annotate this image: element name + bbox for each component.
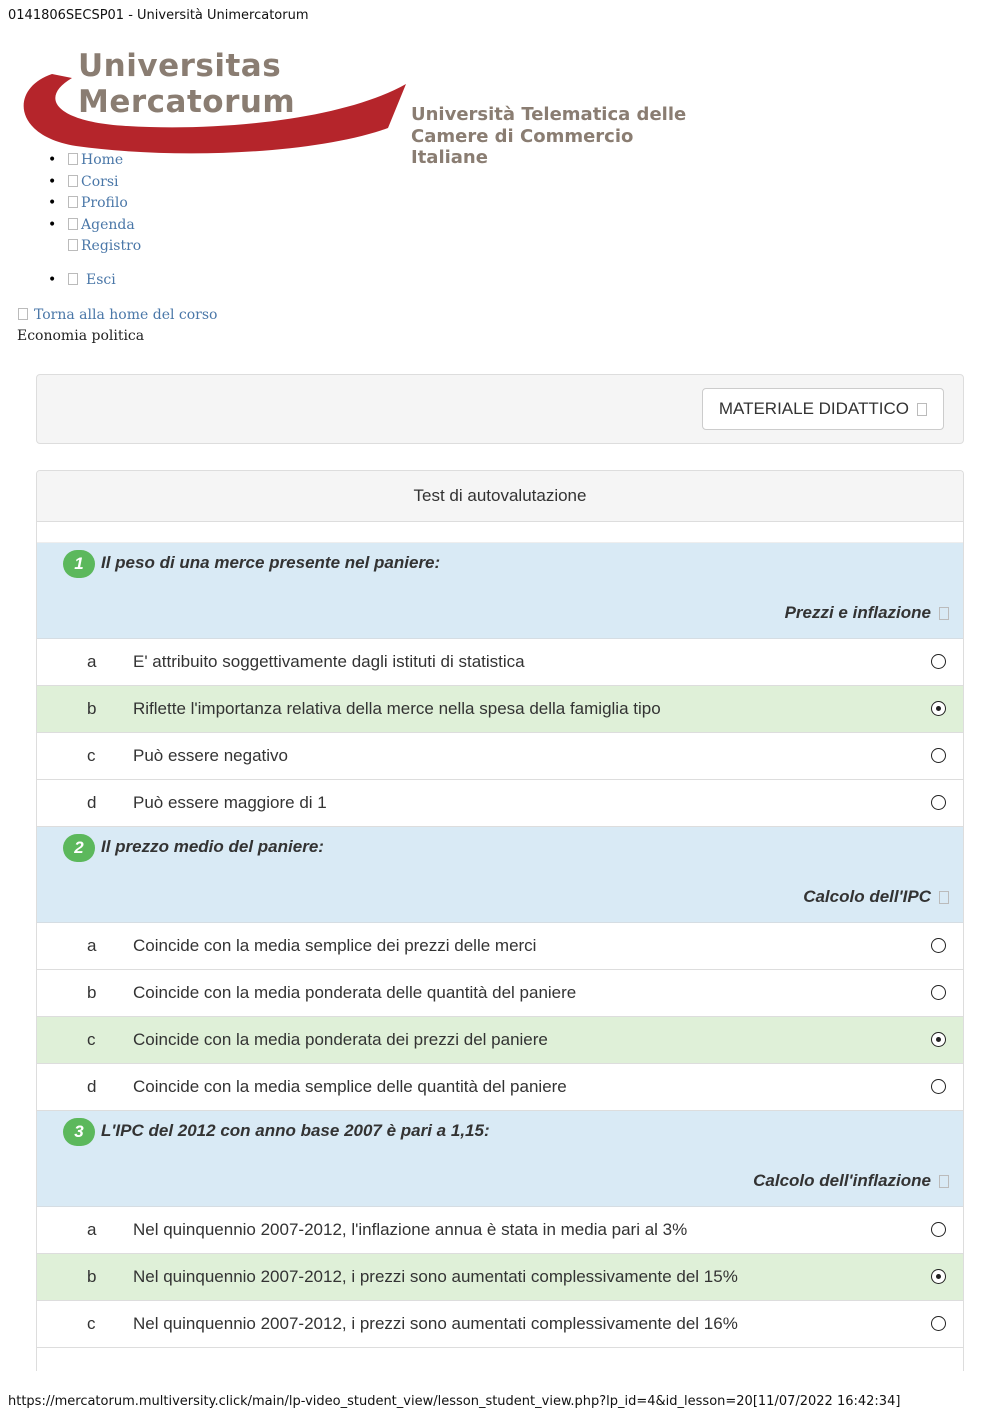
answer-radio[interactable] <box>931 1316 946 1331</box>
answer-row[interactable] <box>37 780 963 827</box>
topic-label: Prezzi e inflazione <box>784 603 931 622</box>
answer-letter: c <box>87 1030 96 1049</box>
answer-text: Può essere negativo <box>133 746 288 765</box>
material-button-label: MATERIALE DIDATTICO <box>718 399 909 418</box>
answer-letter: b <box>87 699 97 718</box>
arrow-left-icon <box>18 308 28 320</box>
answer-radio[interactable] <box>931 1032 946 1047</box>
course-name: Economia politica <box>17 328 145 344</box>
answer-letter: c <box>87 746 96 765</box>
answer-row[interactable] <box>37 1017 963 1064</box>
answer-text: Nel quinquennio 2007-2012, i prezzi sono aumentati complessivamente del 15% <box>133 1267 738 1286</box>
print-footer-url: https://mercatorum.multiversity.click/main/lp-video_student_view/lesson_student_view.php?lp_id=4&id_lesson=20[11/07/2022 16:42:34] <box>8 1394 901 1409</box>
answer-letter: d <box>87 1077 97 1096</box>
topic-label: Calcolo dell'IPC <box>803 887 931 906</box>
logo-line-2: Mercatorum <box>78 84 296 120</box>
answer-row[interactable] <box>37 1301 963 1348</box>
logout-icon <box>68 273 78 285</box>
topic-link-icon <box>939 1175 949 1188</box>
answer-letter: c <box>87 1314 96 1333</box>
material-didattico-button[interactable] <box>702 388 944 430</box>
nav-link-profilo[interactable]: Profilo <box>81 195 128 211</box>
question-3 <box>37 1111 963 1207</box>
register-icon <box>68 239 78 251</box>
answer-text: Può essere maggiore di 1 <box>133 793 327 812</box>
nav-link-registro[interactable]: Registro <box>81 238 142 254</box>
nav-item-esci[interactable]: • Esci <box>48 272 116 288</box>
nav-link-esci[interactable]: Esci <box>86 272 116 288</box>
nav-link-corsi[interactable]: Corsi <box>81 174 119 190</box>
answer-row[interactable] <box>37 1064 963 1111</box>
answer-text: Coincide con la media semplice dei prezzi delle merci <box>133 936 537 955</box>
test-panel <box>36 470 964 1371</box>
home-icon <box>68 153 78 165</box>
nav-link-home[interactable]: Home <box>81 152 124 168</box>
logo-line-1: Universitas <box>78 48 282 84</box>
answer-letter: b <box>87 983 97 1002</box>
question-topic[interactable] <box>753 1171 949 1191</box>
test-spacer <box>37 522 963 543</box>
print-header: 0141806SECSP01 - Università Unimercatorum <box>8 8 309 23</box>
answer-row[interactable] <box>37 923 963 970</box>
question-text: Il peso di una merce presente nel paniere: <box>101 553 441 572</box>
answer-text: E' attribuito soggettivamente dagli istituti di statistica <box>133 652 525 671</box>
answer-row[interactable] <box>37 686 963 733</box>
answer-radio[interactable] <box>931 1269 946 1284</box>
question-text: L'IPC del 2012 con anno base 2007 è pari a 1,15: <box>101 1121 490 1140</box>
profile-icon <box>68 196 78 208</box>
question-number-badge: 2 <box>63 834 95 862</box>
topic-label: Calcolo dell'inflazione <box>753 1171 931 1190</box>
answer-radio[interactable] <box>931 1079 946 1094</box>
logo-tagline-1: Università Telematica delle <box>411 104 687 125</box>
book-icon <box>917 403 927 416</box>
nav-item-agenda[interactable]: • Agenda <box>48 217 135 233</box>
courses-icon <box>68 175 78 187</box>
answer-radio[interactable] <box>931 748 946 763</box>
answer-text: Nel quinquennio 2007-2012, l'inflazione annua è stata in media pari al 3% <box>133 1220 688 1239</box>
answer-radio[interactable] <box>931 938 946 953</box>
answer-row[interactable] <box>37 639 963 686</box>
question-topic[interactable] <box>803 887 949 907</box>
answer-row[interactable] <box>37 733 963 780</box>
back-to-course-link[interactable] <box>18 307 218 323</box>
answer-letter: a <box>87 1220 97 1239</box>
question-1 <box>37 543 963 639</box>
nav-link-agenda[interactable]: Agenda <box>81 217 135 233</box>
nav-item-home[interactable]: • Home <box>48 152 124 168</box>
topic-link-icon <box>939 891 949 904</box>
question-number-badge: 3 <box>63 1118 95 1146</box>
answer-radio[interactable] <box>931 654 946 669</box>
answer-text: Coincide con la media ponderata dei prezzi del paniere <box>133 1030 548 1049</box>
answer-row[interactable] <box>37 1254 963 1301</box>
answer-radio[interactable] <box>931 701 946 716</box>
answer-letter: d <box>87 793 97 812</box>
topic-link-icon <box>939 607 949 620</box>
nav-item-registro[interactable] <box>48 238 141 254</box>
answer-letter: b <box>87 1267 97 1286</box>
question-topic[interactable] <box>785 603 949 623</box>
answer-text: Riflette l'importanza relativa della merce nella spesa della famiglia tipo <box>133 699 661 718</box>
question-2 <box>37 827 963 923</box>
nav-item-profilo[interactable]: • Profilo <box>48 195 128 211</box>
answer-letter: a <box>87 652 97 671</box>
answer-text: Coincide con la media semplice delle quantità del paniere <box>133 1077 567 1096</box>
back-link-label: Torna alla home del corso <box>34 307 218 323</box>
answer-row[interactable] <box>37 1207 963 1254</box>
test-title: Test di autovalutazione <box>37 471 963 522</box>
question-text: Il prezzo medio del paniere: <box>101 837 324 856</box>
answer-row[interactable] <box>37 970 963 1017</box>
question-number-badge: 1 <box>63 550 95 578</box>
calendar-icon <box>68 218 78 230</box>
answer-text: Nel quinquennio 2007-2012, i prezzi sono aumentati complessivamente del 16% <box>133 1314 738 1333</box>
material-panel <box>36 374 964 444</box>
answer-radio[interactable] <box>931 985 946 1000</box>
logo-tagline-2: Camere di Commercio Italiane <box>411 126 634 168</box>
answer-radio[interactable] <box>931 795 946 810</box>
answer-text: Coincide con la media ponderata delle quantità del paniere <box>133 983 577 1002</box>
nav-item-corsi[interactable]: • Corsi <box>48 174 119 190</box>
answer-letter: a <box>87 936 97 955</box>
answer-radio[interactable] <box>931 1222 946 1237</box>
